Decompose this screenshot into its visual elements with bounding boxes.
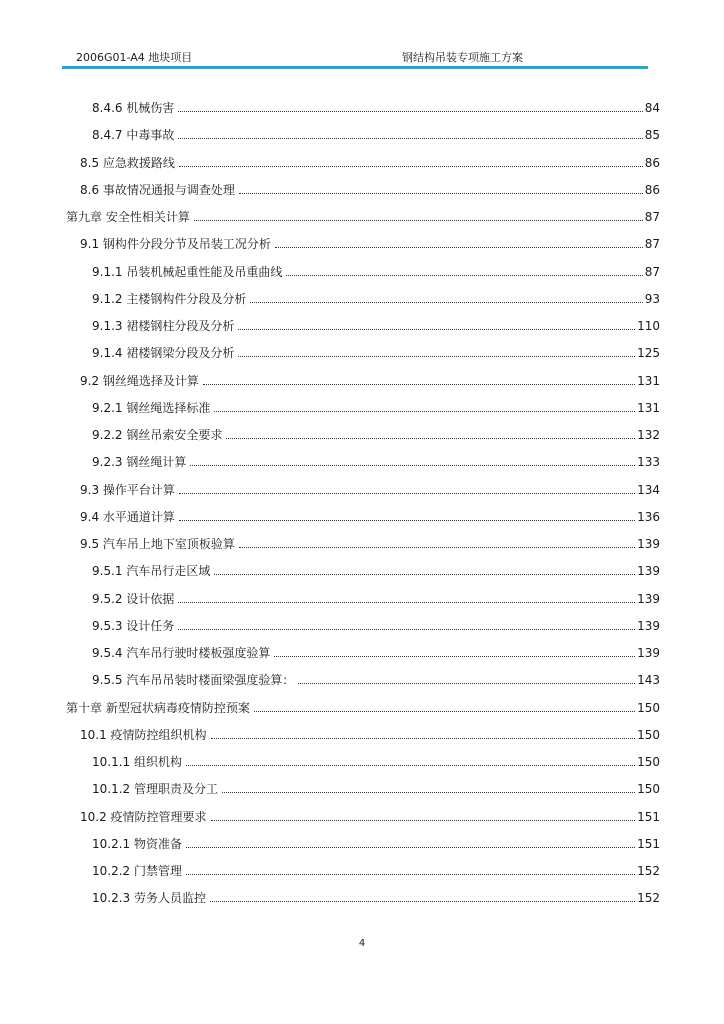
toc-entry-page: 143 <box>637 673 660 687</box>
toc-entry[interactable] <box>80 532 660 552</box>
toc-dot-leader <box>239 193 643 194</box>
toc-entry-label: 9.1.1 吊装机械起重性能及吊重曲线 <box>92 265 283 279</box>
toc-entry[interactable] <box>80 369 660 389</box>
toc-entry-label: 8.6 事故情况通报与调查处理 <box>80 183 235 197</box>
toc-entry-label: 10.2.3 劳务人员监控 <box>92 891 206 905</box>
toc-entry-page: 139 <box>637 592 660 606</box>
toc-entry-label: 8.4.6 机械伤害 <box>92 101 175 115</box>
toc-dot-leader <box>254 711 635 712</box>
toc-entry-label: 9.2 钢丝绳选择及计算 <box>80 374 199 388</box>
toc-entry-page: 85 <box>644 128 660 142</box>
toc-entry-page: 93 <box>644 292 660 306</box>
toc-entry[interactable] <box>92 96 660 116</box>
toc-dot-leader <box>178 111 642 112</box>
toc-entry-label: 8.5 应急救援路线 <box>80 156 175 170</box>
toc-dot-leader <box>179 520 635 521</box>
toc-dot-leader <box>190 465 635 466</box>
toc-entry[interactable] <box>92 886 660 906</box>
toc-entry[interactable] <box>92 314 660 334</box>
toc-entry-label: 10.1.1 组织机构 <box>92 755 182 769</box>
toc-entry-page: 84 <box>644 101 660 115</box>
toc-dot-leader <box>210 901 635 902</box>
toc-dot-leader <box>238 356 635 357</box>
page-number: 4 <box>358 938 366 949</box>
toc-dot-leader <box>275 247 643 248</box>
toc-entry[interactable] <box>66 696 660 716</box>
toc-dot-leader <box>214 411 635 412</box>
toc-dot-leader <box>211 820 636 821</box>
toc-entry-label: 10.1.2 管理职责及分工 <box>92 782 218 796</box>
toc-entry-label: 第十章 新型冠状病毒疫情防控预案 <box>66 701 250 715</box>
toc-dot-leader <box>186 765 635 766</box>
toc-entry[interactable] <box>80 478 660 498</box>
toc-entry-label: 9.1 钢构件分段分节及吊装工况分析 <box>80 237 271 251</box>
toc-dot-leader <box>274 656 635 657</box>
toc-entry-label: 9.5.5 汽车吊吊装时楼面梁强度验算： <box>92 673 295 687</box>
toc-entry[interactable] <box>66 205 660 225</box>
toc-dot-leader <box>298 683 635 684</box>
header-rule <box>62 66 648 69</box>
toc-entry-label: 10.2 疫情防控管理要求 <box>80 810 207 824</box>
toc-entry-label: 10.2.2 门禁管理 <box>92 864 182 878</box>
toc-entry-label: 第九章 安全性相关计算 <box>66 210 190 224</box>
toc-dot-leader <box>203 384 635 385</box>
toc-entry-page: 150 <box>637 701 660 715</box>
toc-dot-leader <box>286 275 642 276</box>
toc-entry-label: 9.5.2 设计依据 <box>92 592 175 606</box>
header-project-name: 2006G01-A4 地块项目 <box>76 51 193 64</box>
toc-entry-label: 9.4 水平通道计算 <box>80 510 175 524</box>
toc-entry-page: 86 <box>644 156 660 170</box>
toc-entry[interactable] <box>80 805 660 825</box>
toc-entry-label: 9.3 操作平台计算 <box>80 483 175 497</box>
toc-entry-page: 86 <box>644 183 660 197</box>
toc-entry-page: 151 <box>637 810 660 824</box>
toc-entry-label: 10.1 疫情防控组织机构 <box>80 728 207 742</box>
toc-entry[interactable] <box>92 587 660 607</box>
toc-entry-page: 139 <box>637 619 660 633</box>
toc-entry-label: 9.1.3 裙楼钢柱分段及分析 <box>92 319 235 333</box>
toc-entry-page: 152 <box>637 864 660 878</box>
toc-entry-label: 9.5 汽车吊上地下室顶板验算 <box>80 537 235 551</box>
toc-dot-leader <box>194 220 643 221</box>
toc-entry-page: 150 <box>637 782 660 796</box>
toc-entry[interactable] <box>92 859 660 879</box>
toc-dot-leader <box>178 138 642 139</box>
toc-entry[interactable] <box>92 750 660 770</box>
toc-entry[interactable] <box>92 123 660 143</box>
toc-dot-leader <box>179 493 635 494</box>
toc-entry-label: 9.2.3 钢丝绳计算 <box>92 455 187 469</box>
toc-entry[interactable] <box>92 450 660 470</box>
toc-entry-page: 150 <box>637 755 660 769</box>
toc-entry[interactable] <box>92 559 660 579</box>
toc-entry-label: 9.1.4 裙楼钢梁分段及分析 <box>92 346 235 360</box>
toc-entry-page: 110 <box>637 319 660 333</box>
toc-entry[interactable] <box>80 232 660 252</box>
toc-entry-label: 9.5.1 汽车吊行走区域 <box>92 564 211 578</box>
toc-entry-page: 134 <box>637 483 660 497</box>
toc-dot-leader <box>214 574 635 575</box>
toc-entry-label: 9.5.4 汽车吊行驶时楼板强度验算 <box>92 646 271 660</box>
toc-entry-page: 131 <box>637 401 660 415</box>
toc-entry-page: 131 <box>637 374 660 388</box>
toc-entry-page: 139 <box>637 646 660 660</box>
toc-dot-leader <box>238 329 635 330</box>
toc-entry[interactable] <box>92 396 660 416</box>
page-header <box>76 49 646 66</box>
toc-entry[interactable] <box>92 668 660 688</box>
toc-entry[interactable] <box>92 341 660 361</box>
toc-entry-label: 10.2.1 物资准备 <box>92 837 182 851</box>
toc-entry-label: 9.1.2 主楼钢构件分段及分析 <box>92 292 247 306</box>
toc-entry-page: 87 <box>644 210 660 224</box>
toc-entry[interactable] <box>80 178 660 198</box>
toc-entry-page: 136 <box>637 510 660 524</box>
toc-dot-leader <box>186 874 635 875</box>
toc-entry[interactable] <box>92 832 660 852</box>
toc-entry-page: 132 <box>637 428 660 442</box>
toc-entry[interactable] <box>92 641 660 661</box>
toc-entry-page: 87 <box>644 237 660 251</box>
toc-dot-leader <box>226 438 635 439</box>
toc-entry-page: 87 <box>644 265 660 279</box>
toc-entry-page: 133 <box>637 455 660 469</box>
toc-entry[interactable] <box>92 260 660 280</box>
toc-entry-label: 9.2.1 钢丝绳选择标准 <box>92 401 211 415</box>
toc-dot-leader <box>178 602 635 603</box>
toc-entry-page: 139 <box>637 537 660 551</box>
toc-entry-label: 8.4.7 中毒事故 <box>92 128 175 142</box>
toc-entry[interactable] <box>92 423 660 443</box>
toc-dot-leader <box>211 738 636 739</box>
toc-entry[interactable] <box>80 151 660 171</box>
toc-dot-leader <box>222 792 635 793</box>
header-document-title: 钢结构吊装专项施工方案 <box>402 51 523 64</box>
toc-dot-leader <box>178 629 635 630</box>
toc-entry-page: 125 <box>637 346 660 360</box>
toc-dot-leader <box>186 847 635 848</box>
toc-entry-label: 9.5.3 设计任务 <box>92 619 175 633</box>
toc-entry-page: 139 <box>637 564 660 578</box>
toc-entry[interactable] <box>80 505 660 525</box>
toc-entry[interactable] <box>92 614 660 634</box>
toc-dot-leader <box>179 166 643 167</box>
toc-entry-page: 151 <box>637 837 660 851</box>
toc-entry[interactable] <box>92 777 660 797</box>
toc-entry[interactable] <box>80 723 660 743</box>
toc-entry-label: 9.2.2 钢丝吊索安全要求 <box>92 428 223 442</box>
toc-entry-page: 152 <box>637 891 660 905</box>
toc-dot-leader <box>250 302 642 303</box>
toc-dot-leader <box>239 547 635 548</box>
toc-entry[interactable] <box>92 287 660 307</box>
toc-entry-page: 150 <box>637 728 660 742</box>
